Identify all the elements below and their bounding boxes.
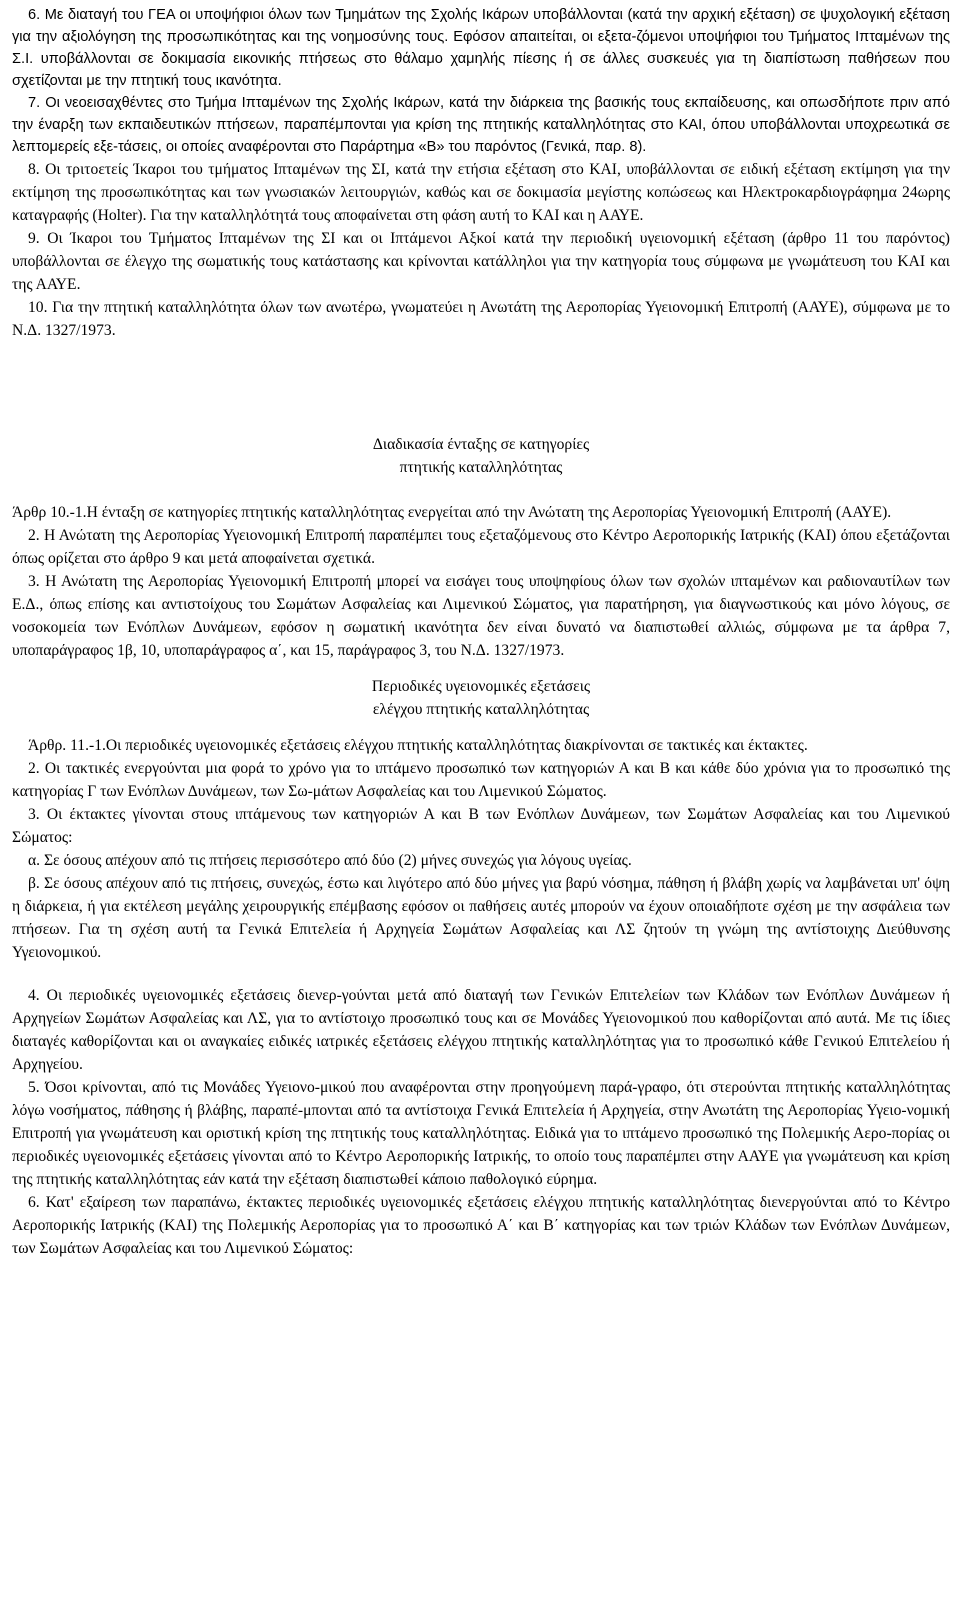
article-10-paragraph-1: Άρθρ 10.-1.Η ένταξη σε κατηγορίες πτητικής καταλληλότητας ενεργείται από την Ανώτατη της Αεροπορίας Υγειονομική Επιτροπή (ΑΑΥΕ).: [12, 504, 892, 521]
section-heading-classification: [12, 433, 950, 479]
article-11-paragraph-5: 5. Όσοι κρίνονται, από τις Μονάδες Υγειονο-μικού που αναφέρονται στην προηγούμενη παρά-γραφο, ότι στερούνται πτητικής καταλληλότητας λόγω νοσήματος, πάθησης ή βλάβης, παραπέ-μπονται από τα αντίστοιχα Γενικά Επιτελεία ή Αρχηγεία, στην Ανωτάτη της Αεροπορίας Υγειο-νομική Επιτροπή για γνωμάτευση και οριστική κρίση της πτητικής τους καταλληλότητας. Ειδικά για το ιπτάμενο προσωπικό της Πολεμικής Αερο-πορίας οι περιοδικές υγειονομικές εξετάσεις γίνονται από το Κέντρο Αεροπορικής Ιατρικής, το οποίο τους παραπέμπει στην ΑΑΥΕ για γνωμάτευση και κρίση της πτητικής καταλληλότητας εάν κατά την εξέταση διαπιστωθεί κάποιο παθολογικό εύρημα.: [12, 1079, 950, 1188]
article-11-item-b: β. Σε όσους απέχουν από τις πτήσεις, συνεχώς, έστω και λιγότερο από δύο μήνες για βαρύ νόσημα, πάθηση ή βλάβη χωρίς να λαμβάνεται υπ' όψη η διάρκεια, ή για εκτέλεση μεγάλης χειρουργικής επέμβασης εφόσον οι παθήσεις αυτές μπορούν να έχουν οποιαδήποτε σχέση με την ασφάλεια των πτήσεων. Για τη σχέση αυτή τα Γενικά Επιτελεία ή Αρχηγεία Σωμάτων Ασφαλείας και ΛΣ ζητούν τη γνώμη της αντίστοιχης Διεύθυνσης Υγειονομικού.: [12, 875, 950, 961]
section-heading-periodic-exams: [12, 675, 950, 721]
paragraph-7: 7. Οι νεοεισαχθέντες στο Τμήμα Ιπταμένων της Σχολής Ικάρων, κατά την διάρκεια της βασικής τους εκπαίδευσης, και οπωσδήποτε πριν από την έναρξη των εκπαιδευτικών πτήσεων, παραπέμπονται για κρίση της πτητικής καταλληλότητας στο ΚΑΙ, όπου υποβάλλονται υποχρεωτικά σε λεπτομερείς εξε-τάσεις, οι οποίες αναφέρονται στο Παράρτημα «Β» του παρόντος (Γενικά, παρ. 8).: [12, 95, 950, 155]
heading-line: Διαδικασία ένταξης σε κατηγορίες: [372, 436, 590, 453]
article-11-paragraph-1: Άρθρ. 11.-1.Οι περιοδικές υγειονομικές εξετάσεις ελέγχου πτητικής καταλληλότητας διακρίνονται σε τακτικές και έκτακτες.: [28, 737, 808, 754]
heading-line: πτητικής καταλληλότητας: [399, 459, 563, 476]
article-11-paragraph-3: 3. Οι έκτακτες γίνονται στους ιπτάμενους των κατηγοριών Α και Β των Ενόπλων Δυνάμεων, των Σωμάτων Ασφαλείας και του Λιμενικού Σώματος:: [12, 806, 950, 846]
article-11-item-a: α. Σε όσους απέχουν από τις πτήσεις περισσότερο από δύο (2) μήνες συνεχώς για λόγους υγείας.: [28, 852, 632, 869]
article-10-paragraph-3: 3. Η Ανώτατη της Αεροπορίας Υγειονομική Επιτροπή μπορεί να εισάγει τους υποψηφίους όλων των σχολών ιπταμένων και ραδιοναυτίλων των Ε.Δ., όπως επίσης και αντιστοίχους του Σωμάτων Ασφαλείας και Λιμενικού Σώματος, για παρατήρηση, για διαγνωστικούς και μόνο λόγους, σε νοσοκομεία των Ενόπλων Δυνάμεων, εφόσον η σωματική ικανότητα δεν είναι δυνατό να διαπιστωθεί αλλιώς, σύμφωνα με τα άρθρα 7, υποπαράγραφος 1β, 10, υποπαράγραφος α΄, και 15, παράγραφος 3, του Ν.Δ. 1327/1973.: [12, 573, 950, 659]
article-11-paragraph-6: 6. Κατ' εξαίρεση των παραπάνω, έκτακτες περιοδικές υγειονομικές εξετάσεις ελέγχου πτητικής καταλληλότητας διενεργούνται από το Κέντρο Αεροπορικής Ιατρικής (ΚΑΙ) της Πολεμικής Αεροπορίας για το προσωπικό Α΄ και Β΄ κατηγορίας και των τριών Κλάδων των Ενόπλων Δυνάμεων, των Σωμάτων Ασφαλείας και του Λιμενικού Σώματος:: [12, 1194, 950, 1257]
heading-line: ελέγχου πτητικής καταλληλότητας: [372, 701, 590, 718]
paragraph-6: 6. Με διαταγή του ΓΕΑ οι υποψήφιοι όλων των Τμημάτων της Σχολής Ικάρων υποβάλλονται (κατά την αρχική εξέταση) σε ψυχολογική εξέταση για την αξιολόγηση της προσωπικότητας και της νοημοσύνης τους. Εφόσον απαιτείται, οι εξετα-ζόμενοι υποψήφιοι του Τμήματος Ιπταμένων της Σ.Ι. υποβάλλονται σε δοκιμασία εικονικής πτήσεως στο θάλαμο χαμηλής πίεσης ή σε άλλες συσκευές για τη διαπίστωση παθήσεων που σχετίζονται με την πτητική τους ικανότητα.: [12, 7, 950, 89]
paragraph-8: 8. Οι τριτοετείς Ίκαροι του τμήματος Ιπταμένων της ΣΙ, κατά την ετήσια εξέταση στο ΚΑΙ, υποβάλλονται σε ειδική εξέταση εκτίμηση για την εκτίμηση της προσωπικότητας και των γνωσιακών λειτουργιών, καθώς και σε δοκιμασία μεγίστης κοπώσεως και Ηλεκτροκαρδιογράφημα 24ωρης καταγραφής (Holter). Για την καταλληλότητά τους αποφαίνεται στη φάση αυτή το ΚΑΙ και η ΑΑΥΕ.: [12, 161, 950, 224]
article-11-paragraph-4: 4. Οι περιοδικές υγειονομικές εξετάσεις διενερ-γούνται μετά από διαταγή των Γενικών Επιτελείων των Κλάδων των Ενόπλων Δυνάμεων ή Αρχηγείων Σωμάτων Ασφαλείας και ΛΣ, για το αντίστοιχο προσωπικό τους και σε Μονάδες Υγειονομικού που καθορίζονται από αυτά. Με τις ίδιες διαταγές καθορίζονται και οι αναγκαίες ειδικές ιατρικές εξετάσεις ελέγχου πτητικής καταλληλότητας για το προσωπικό κάθε Γενικού Επιτελείου ή Αρχηγείου.: [12, 987, 950, 1073]
paragraph-10: 10. Για την πτητική καταλληλότητα όλων των ανωτέρω, γνωματεύει η Ανωτάτη της Αεροπορίας Υγειονομική Επιτροπή (ΑΑΥΕ), σύμφωνα με το Ν.Δ. 1327/1973.: [12, 299, 950, 339]
heading-line: Περιοδικές υγειονομικές εξετάσεις: [371, 678, 591, 695]
article-10-paragraph-2: 2. Η Ανώτατη της Αεροπορίας Υγειονομική Επιτροπή παραπέμπει τους εξεταζόμενους στο Κέντρο Αεροπορικής Ιατρικής (ΚΑΙ) όπου εξετάζονται όπως ορίζεται στο άρθρο 9 και μετά αποφαίνεται σχετικά.: [12, 527, 950, 567]
paragraph-9: 9. Οι Ίκαροι του Τμήματος Ιπταμένων της ΣΙ και οι Ιπτάμενοι Αξκοί κατά την περιοδική υγειονομική εξέταση (άρθρο 11 του παρόντος) υποβάλλονται σε έλεγχο της σωματικής τους κατάστασης και κρίνονται κατάλληλοι για την κατηγορία τους σύμφωνα με γνωμάτευση του ΚΑΙ και της ΑΑΥΕ.: [12, 230, 950, 293]
article-11-paragraph-2: 2. Οι τακτικές ενεργούνται μια φορά το χρόνο για το ιπτάμενο προσωπικό των κατηγοριών Α και Β και κάθε δύο χρόνια για το προσωπικό της κατηγορίας Γ των Ενόπλων Δυνάμεων, των Σω-μάτων Ασφαλείας και του Λιμενικού Σώματος.: [12, 760, 950, 800]
